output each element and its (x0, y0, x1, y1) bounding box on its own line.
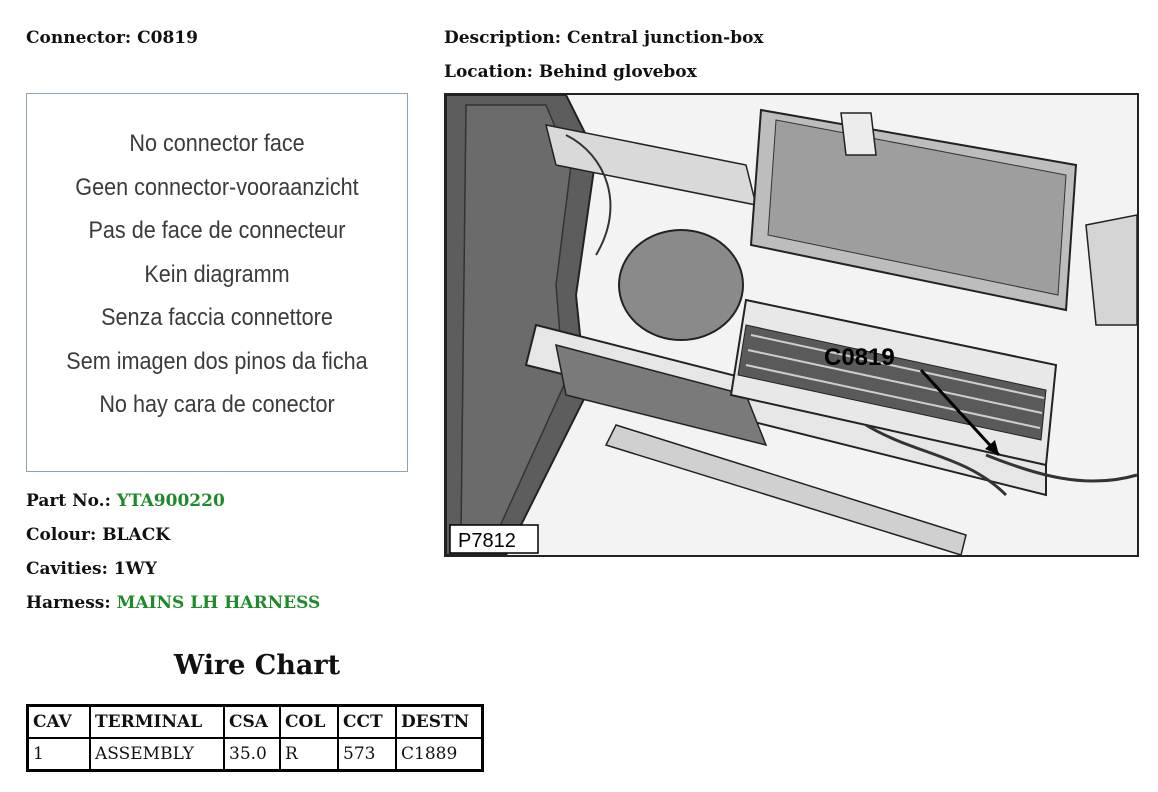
harness-row (26, 593, 320, 613)
wire-chart-title: Wire Chart (173, 650, 341, 681)
col-csa-header: CSA (224, 706, 280, 739)
description-label: Description: (444, 28, 562, 48)
connector-label: Connector: (26, 28, 132, 48)
no-face-text-nl: Geen connector-vooraanzicht (75, 174, 359, 201)
no-face-text-it: Senza faccia connettore (101, 304, 333, 331)
part-number-link[interactable]: YTA900220 (116, 491, 225, 511)
col-col-header: COL (280, 706, 338, 739)
cavities-label: Cavities: (26, 559, 108, 579)
connector-heading (26, 28, 198, 48)
location-label: Location: (444, 62, 533, 82)
part-number-row (26, 491, 225, 511)
cell-cav: 1 (28, 738, 91, 771)
no-face-text-fr: Pas de face de connecteur (88, 217, 346, 244)
location-value: Behind glovebox (538, 62, 697, 82)
description-heading (444, 28, 764, 48)
photo-reference: P7812 (458, 530, 516, 552)
colour-value: BLACK (102, 525, 171, 545)
col-cav-header: CAV (28, 706, 91, 739)
cavities-value: 1WY (113, 559, 157, 579)
col-terminal-header: TERMINAL (90, 706, 224, 739)
harness-link[interactable]: MAINS LH HARNESS (116, 593, 321, 613)
cavities-row (26, 559, 157, 579)
part-number-label: Part No.: (26, 491, 111, 511)
callout-connector-label: C0819 (824, 344, 895, 371)
col-destn-header: DESTN (396, 706, 483, 739)
no-face-text-de: Kein diagramm (144, 261, 290, 288)
harness-label: Harness: (26, 593, 111, 613)
wire-chart-header-row (28, 706, 483, 739)
location-drawing (446, 95, 1137, 555)
location-heading (444, 62, 697, 82)
cell-csa: 35.0 (224, 738, 280, 771)
no-face-text-en: No connector face (129, 130, 305, 157)
col-cct-header: CCT (338, 706, 396, 739)
cell-destn-link[interactable]: C1889 (396, 738, 483, 771)
cell-cct: 573 (338, 738, 396, 771)
no-face-text-pt: Sem imagen dos pinos da ficha (66, 348, 368, 375)
location-illustration (444, 93, 1139, 557)
no-connector-face-panel (26, 93, 408, 472)
table-row (28, 738, 483, 771)
wire-chart-table (26, 704, 484, 772)
cell-terminal: ASSEMBLY (90, 738, 224, 771)
description-value: Central junction-box (567, 28, 764, 48)
colour-label: Colour: (26, 525, 97, 545)
no-face-text-es: No hay cara de conector (99, 391, 335, 418)
connector-value: C0819 (137, 28, 198, 48)
cell-col: R (280, 738, 338, 771)
colour-row (26, 525, 170, 545)
